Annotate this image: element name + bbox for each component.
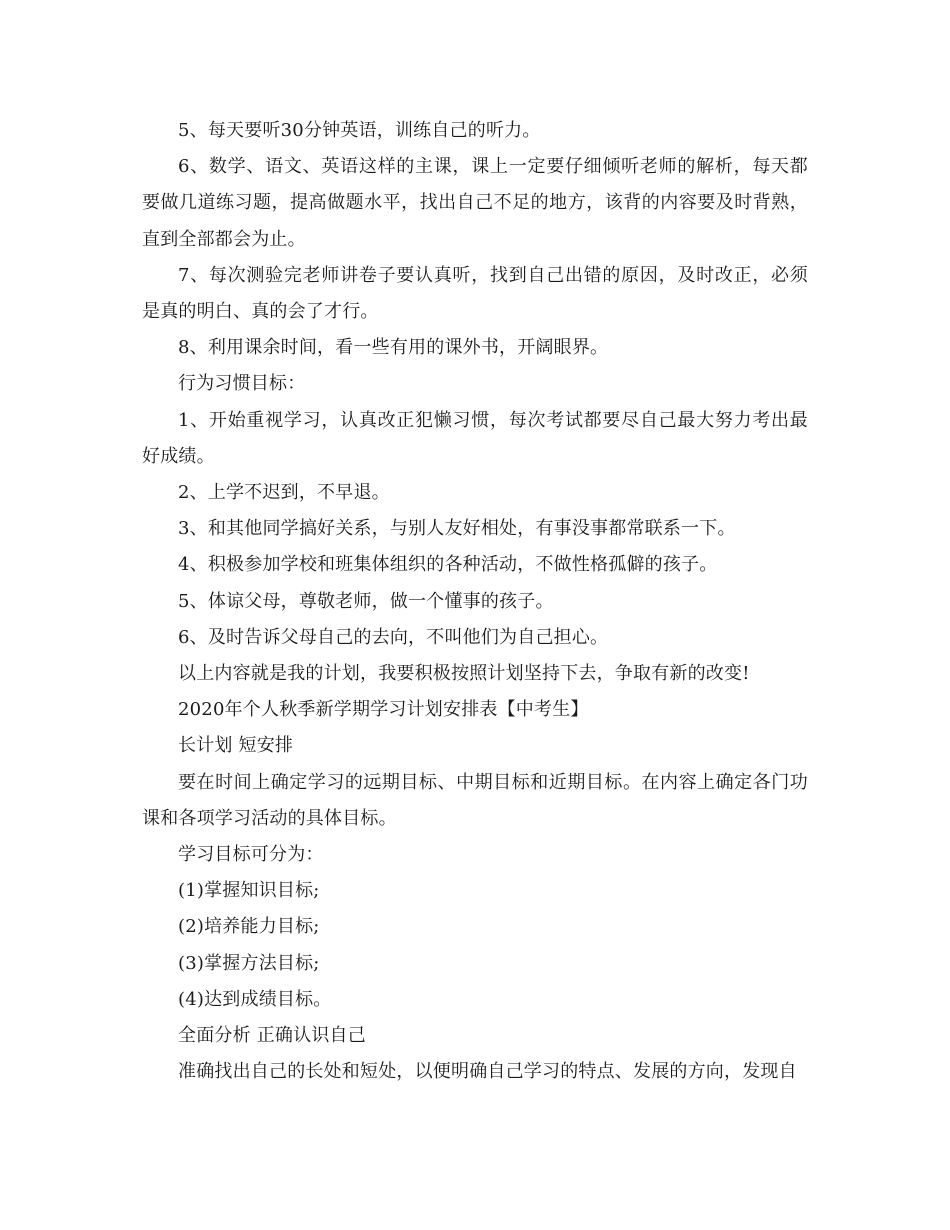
list-item-goal-2: (2)培养能力目标; xyxy=(178,916,320,938)
paragraph-test-review: 7、每次测验完老师讲卷子要认真听，找到自己出错的原因，及时改正，必须是真的明白、真的会了才行。 xyxy=(142,264,808,323)
paragraph-behavior-3: 3、和其他同学搞好关系，与别人友好相处，有事没事都常联系一下。 xyxy=(178,518,736,540)
paragraph-self-analysis: 准确找出自己的长处和短处，以便明确自己学习的特点、发展的方向，发现自 xyxy=(178,1061,797,1083)
list-item-goal-1: (1)掌握知识目标; xyxy=(178,880,320,902)
paragraph-goal-types: 学习目标可分为： xyxy=(178,844,324,866)
heading-self-analysis: 全面分析 正确认识自己 xyxy=(178,1025,366,1047)
heading-behavior-goals: 行为习惯目标： xyxy=(178,373,306,395)
paragraph-behavior-1: 1、开始重视学习，认真改正犯懒习惯，每次考试都要尽自己最大努力考出最好成绩。 xyxy=(142,409,808,467)
paragraph-behavior-4: 4、积极参加学校和班集体组织的各种活动，不做性格孤僻的孩子。 xyxy=(178,554,718,576)
paragraph-goal-setting: 要在时间上确定学习的远期目标、中期目标和近期目标。在内容上确定各门功课和各项学习活动的具体目标。 xyxy=(142,771,808,829)
heading-plan-title: 2020年个人秋季新学期学习计划安排表【中考生】 xyxy=(178,699,589,721)
document-body xyxy=(142,113,808,1090)
paragraph-main-subjects: 6、数学、语文、英语这样的主课，课上一定要仔细倾听老师的解析，每天都要做几道练习题，提高做题水平，找出自己不足的地方，该背的内容要及时背熟，直到全部都会为止。 xyxy=(142,156,808,250)
paragraph-behavior-6: 6、及时告诉父母自己的去向，不叫他们为自己担心。 xyxy=(178,626,609,648)
heading-long-plan: 长计划 短安排 xyxy=(178,735,294,757)
list-item-goal-3: (3)掌握方法目标; xyxy=(178,952,320,974)
list-item-goal-4: (4)达到成绩目标。 xyxy=(178,988,332,1010)
paragraph-behavior-2: 2、上学不迟到，不早退。 xyxy=(178,482,390,504)
paragraph-behavior-5: 5、体谅父母，尊敬老师，做一个懂事的孩子。 xyxy=(178,590,554,612)
paragraph-english-listening: 5、每天要听30分钟英语，训练自己的听力。 xyxy=(178,120,541,141)
paragraph-conclusion: 以上内容就是我的计划，我要积极按照计划坚持下去，争取有新的改变! xyxy=(178,663,750,685)
paragraph-extra-reading: 8、利用课余时间，看一些有用的课外书，开阔眼界。 xyxy=(178,337,609,359)
